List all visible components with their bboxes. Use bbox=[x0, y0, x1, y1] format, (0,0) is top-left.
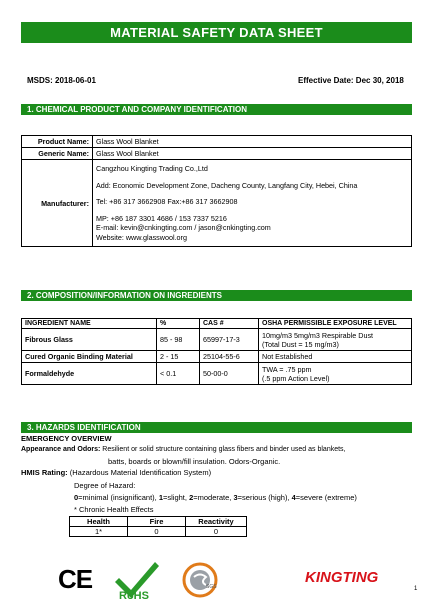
kingting-logo: KINGTING bbox=[305, 569, 379, 586]
ingredient-percent: 2 - 15 bbox=[157, 351, 200, 363]
scale-text: =slight, bbox=[163, 493, 190, 502]
degree-of-hazard: Degree of Hazard: bbox=[74, 481, 136, 490]
ingredient-percent: < 0.1 bbox=[157, 363, 200, 385]
appearance-label: Appearance and Odors: bbox=[21, 446, 101, 453]
sgs-label: SGS bbox=[206, 584, 217, 590]
hmis-line bbox=[21, 468, 211, 477]
scale-number: 1 bbox=[158, 493, 163, 502]
scale-number: 2 bbox=[189, 493, 194, 502]
health-value: 1* bbox=[70, 527, 128, 537]
col-percent: % bbox=[157, 319, 200, 329]
table-row bbox=[22, 160, 412, 247]
ingredient-osha: Not Established bbox=[259, 351, 412, 363]
msds-number: MSDS: 2018-06-01 bbox=[27, 76, 96, 85]
company-name: Cangzhou Kingting Trading Co.,Ltd bbox=[96, 164, 208, 173]
company-address: Add: Economic Development Zone, Dacheng County, Langfang City, Hebei, China bbox=[96, 180, 358, 190]
col-health: Health bbox=[70, 517, 128, 527]
table-row bbox=[22, 351, 412, 363]
scale-text: =minimal (insignificant), bbox=[78, 493, 159, 502]
ingredient-name: Fibrous Glass bbox=[22, 329, 157, 351]
scale-number: 0 bbox=[74, 493, 79, 502]
scale-number: 3 bbox=[233, 493, 238, 502]
ingredient-name: Cured Organic Binding Material bbox=[22, 351, 157, 363]
section-3-header: 3. HAZARDS IDENTIFICATION bbox=[21, 422, 412, 433]
ce-logo: CE bbox=[58, 564, 93, 594]
ingredient-name: Formaldehyde bbox=[22, 363, 157, 385]
generic-name-label: Generic Name: bbox=[22, 148, 93, 160]
ingredient-cas: 50-00-0 bbox=[200, 363, 259, 385]
table-row bbox=[22, 136, 412, 148]
effective-date: Effective Date: Dec 30, 2018 bbox=[298, 76, 404, 85]
appearance-line bbox=[21, 446, 346, 453]
chronic-note: * Chronic Health Effects bbox=[74, 505, 154, 514]
manufacturer-label: Manufacturer: bbox=[22, 160, 93, 247]
table-row bbox=[22, 363, 412, 385]
ingredients-table bbox=[21, 318, 412, 385]
ingredient-cas: 25104-55-6 bbox=[200, 351, 259, 363]
sgs-seal-icon bbox=[182, 562, 218, 598]
section-1-header: 1. CHEMICAL PRODUCT AND COMPANY IDENTIFICATION bbox=[21, 104, 412, 115]
hmis-label: HMIS Rating: bbox=[21, 468, 68, 477]
company-website: Website: www.glasswool.org bbox=[96, 232, 187, 242]
generic-name-value: Glass Wool Blanket bbox=[93, 148, 412, 160]
table-row bbox=[22, 329, 412, 351]
col-fire: Fire bbox=[128, 517, 186, 527]
rohs-logo bbox=[115, 558, 163, 609]
ingredient-cas: 65997-17-3 bbox=[200, 329, 259, 351]
document-title: MATERIAL SAFETY DATA SHEET bbox=[21, 22, 412, 43]
reactivity-value: 0 bbox=[186, 527, 247, 537]
product-name-value: Glass Wool Blanket bbox=[93, 136, 412, 148]
scale-text: =serious (high), bbox=[237, 493, 292, 502]
ingredient-osha bbox=[259, 363, 412, 385]
product-name-label: Product Name: bbox=[22, 136, 93, 148]
col-reactivity: Reactivity bbox=[186, 517, 247, 527]
table-header-row bbox=[22, 319, 412, 329]
company-email: E-mail: kevin@cnkingting.com / jason@cnkingting.com bbox=[96, 223, 271, 232]
scale-text: =moderate, bbox=[193, 493, 234, 502]
scale-text: =severe (extreme) bbox=[295, 493, 357, 502]
product-table bbox=[21, 135, 412, 247]
table-row bbox=[22, 148, 412, 160]
table-row bbox=[70, 527, 247, 537]
ingredient-osha bbox=[259, 329, 412, 351]
hazard-scale bbox=[74, 493, 357, 502]
fire-value: 0 bbox=[128, 527, 186, 537]
hmis-table bbox=[69, 516, 247, 537]
manufacturer-details bbox=[93, 160, 412, 247]
hmis-text: (Hazardous Material Identification System) bbox=[67, 468, 212, 477]
osha-line: TWA = .75 ppm bbox=[262, 364, 312, 374]
emergency-overview: EMERGENCY OVERVIEW bbox=[21, 434, 112, 443]
table-header-row bbox=[70, 517, 247, 527]
osha-line: 10mg/m3 5mg/m3 Respirable Dust bbox=[262, 330, 374, 340]
col-cas: CAS # bbox=[200, 319, 259, 329]
rohs-label: RoHS bbox=[119, 590, 149, 602]
sgs-logo bbox=[182, 562, 218, 603]
company-mp: MP: +86 187 3301 4686 / 153 7337 5216 bbox=[96, 213, 227, 223]
ingredient-percent: 85 - 98 bbox=[157, 329, 200, 351]
page-number: 1 bbox=[414, 586, 418, 592]
company-tel: Tel: +86 317 3662908 Fax:+86 317 3662908 bbox=[96, 197, 238, 206]
scale-number: 4 bbox=[291, 493, 296, 502]
osha-line: (.5 ppm Action Level) bbox=[262, 373, 330, 383]
col-osha: OSHA PERMISSIBLE EXPOSURE LEVEL bbox=[259, 319, 412, 329]
col-ingredient: INGREDIENT NAME bbox=[22, 319, 157, 329]
appearance-text: Resilient or solid structure containing glass fibers and binder used as blankets, bbox=[100, 446, 346, 453]
section-2-header: 2. COMPOSITION/INFORMATION ON INGREDIENTS bbox=[21, 290, 412, 301]
appearance-text-2: batts, boards or blown/fill insulation. Odors-Organic. bbox=[108, 457, 281, 466]
osha-line: (Total Dust = 15 mg/m3) bbox=[262, 339, 339, 349]
